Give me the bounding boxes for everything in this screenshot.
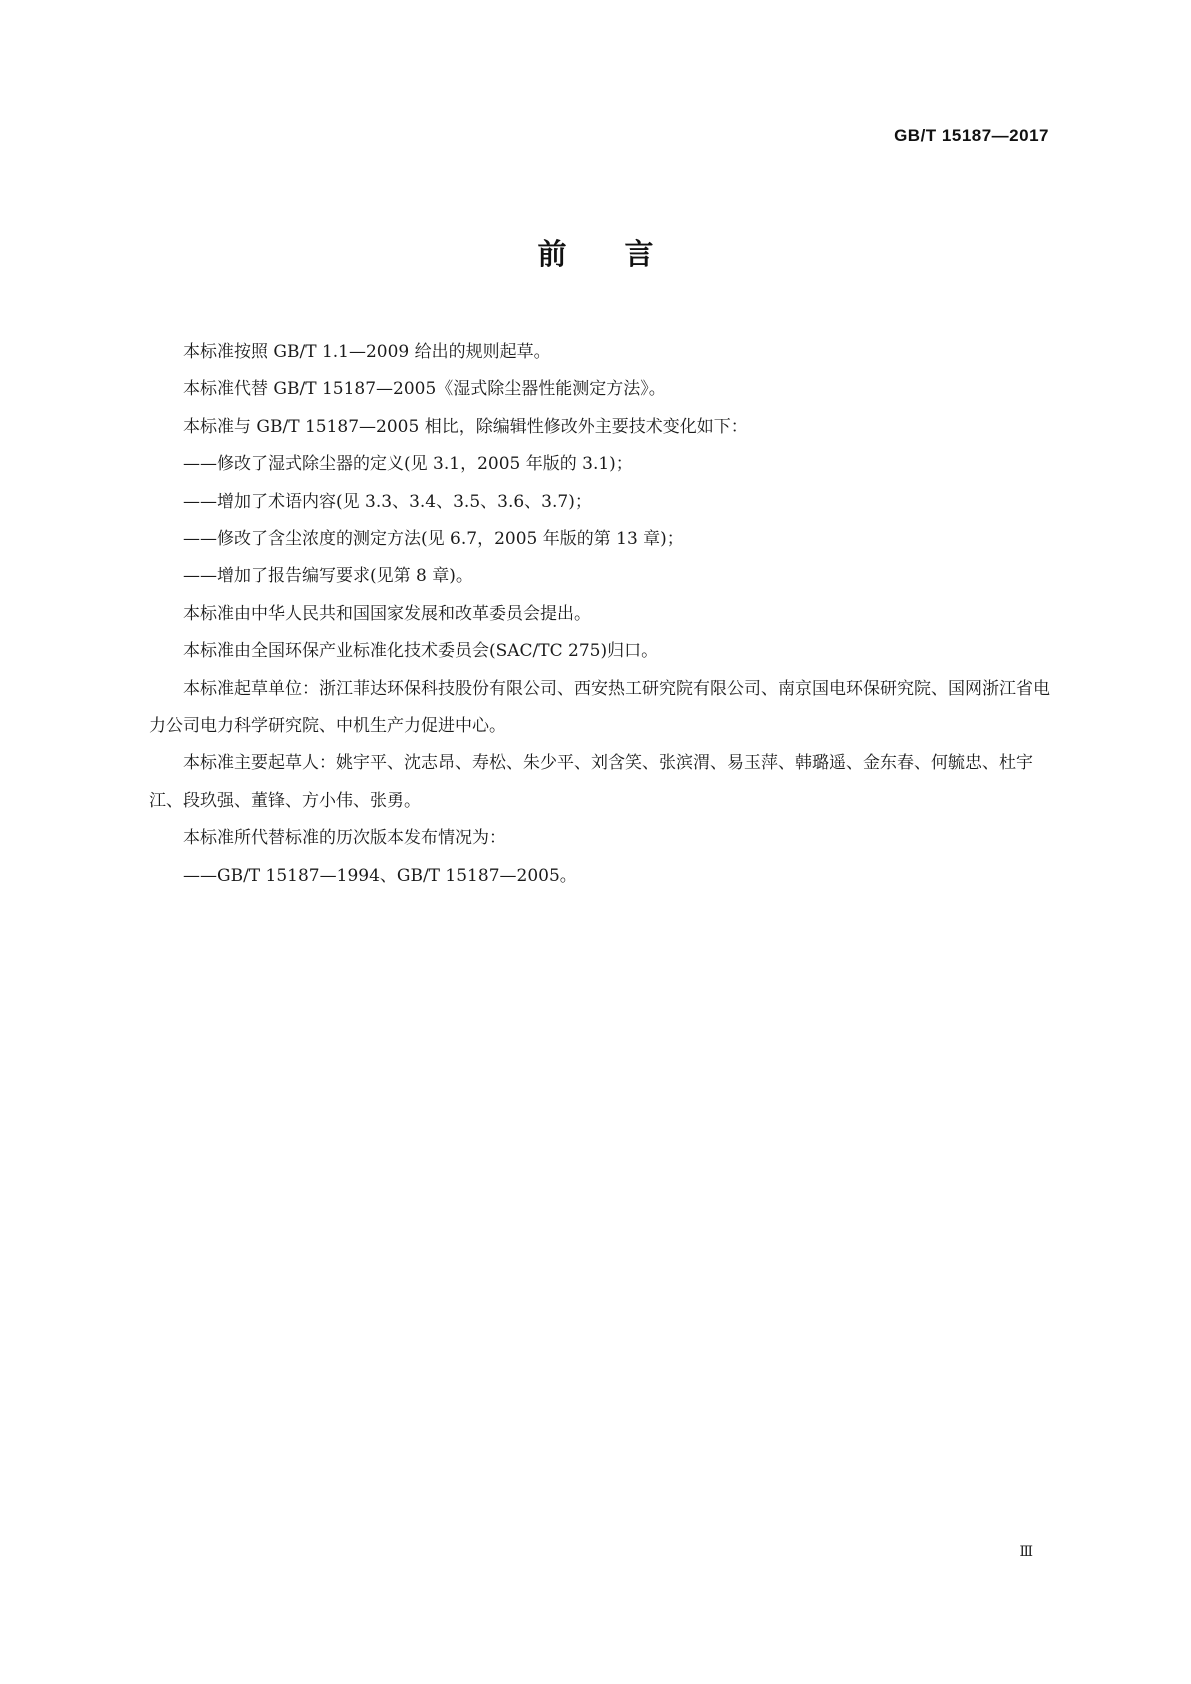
foreword-body xyxy=(149,334,1064,895)
paragraph-drafting-rules: 本标准按照 GB/T 1.1—2009 给出的规则起草。 xyxy=(183,342,551,362)
page-number: Ⅲ xyxy=(1019,1544,1033,1560)
list-item-previous-editions: ——GB/T 15187—1994、GB/T 15187—2005。 xyxy=(183,865,577,886)
paragraph-drafters: 本标准主要起草人：姚宇平、沈志昂、寿松、朱少平、刘含笑、张滨渭、易玉萍、韩璐遥、金东春、何毓忠、杜宇江、段玖强、董锋、方小伟、张勇。 xyxy=(149,753,1033,811)
page-title: 前言 xyxy=(537,237,712,271)
paragraph-previous-editions: 本标准所代替标准的历次版本发布情况为： xyxy=(183,828,506,849)
standard-code: GB/T 15187—2017 xyxy=(894,126,1049,145)
paragraph-replaces: 本标准代替 GB/T 15187—2005《湿式除尘器性能测定方法》。 xyxy=(183,379,666,400)
list-item-change-2: ——增加了术语内容(见 3.3、3.4、3.5、3.6、3.7)； xyxy=(183,491,592,512)
paragraph-proposed-by: 本标准由中华人民共和国国家发展和改革委员会提出。 xyxy=(183,603,591,624)
list-item-change-4: ——增加了报告编写要求(见第 8 章)。 xyxy=(183,566,473,587)
paragraph-changes-intro: 本标准与 GB/T 15187—2005 相比，除编辑性修改外主要技术变化如下： xyxy=(183,416,748,437)
paragraph-drafting-units: 本标准起草单位：浙江菲达环保科技股份有限公司、西安热工研究院有限公司、南京国电环保研究院、国网浙江省电力公司电力科学研究院、中机生产力促进中心。 xyxy=(149,678,1050,737)
list-item-change-1: ——修改了湿式除尘器的定义(见 3.1，2005 年版的 3.1)； xyxy=(183,454,633,475)
list-item-change-3: ——修改了含尘浓度的测定方法(见 6.7，2005 年版的第 13 章)； xyxy=(183,529,684,550)
paragraph-managed-by: 本标准由全国环保产业标准化技术委员会(SAC/TC 275)归口。 xyxy=(183,641,659,662)
